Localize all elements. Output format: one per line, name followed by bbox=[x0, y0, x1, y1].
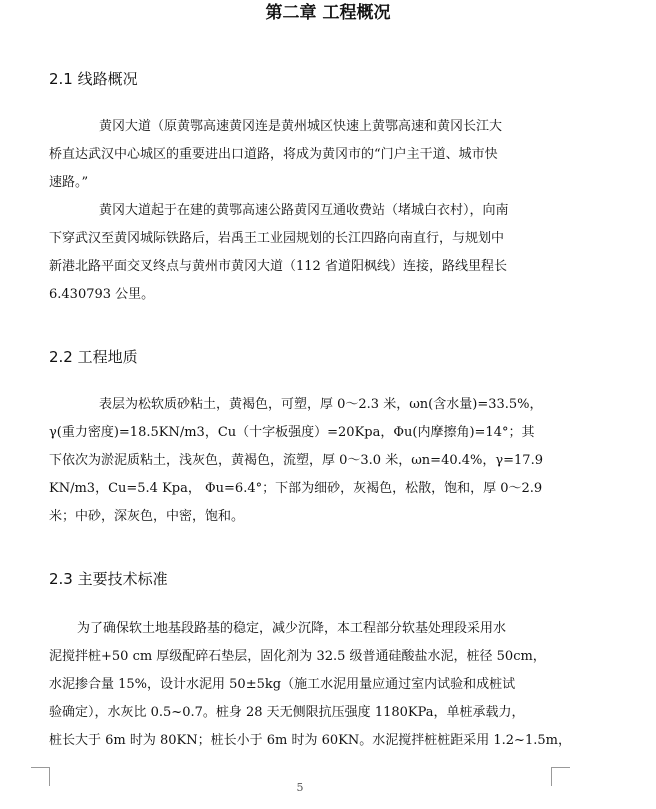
paragraph-line: 米；中砂，深灰色，中密，饱和。 bbox=[49, 509, 245, 524]
paragraph-line: 桥直达武汉中心城区的重要进出口道路，将成为黄冈市的“门户主干道、城市快 bbox=[49, 147, 498, 162]
paragraph-line: KN/m3，Cu=5.4 Kpa， Φu=6.4°；下部为细砂，灰褐色，松散，饱和，厚 0～2.9 bbox=[49, 481, 543, 496]
paragraph-line: 桩长大于 6m 时为 80KN；桩长小于 6m 时为 60KN。水泥搅拌桩桩距采用 1.2~1.5m， bbox=[49, 733, 571, 748]
paragraph-line: 为了确保软土地基段路基的稳定，减少沉降，本工程部分软基处理段采用水 bbox=[77, 621, 507, 636]
paragraph-line: 黄冈大道起于在建的黄鄂高速公路黄冈互通收费站（堵城白衣村），向南 bbox=[99, 203, 509, 218]
paragraph-line: 下穿武汉至黄冈城际铁路后，岩禹王工业园规划的长江四路向南直行，与规划中 bbox=[49, 231, 505, 246]
paragraph-line: 新港北路平面交叉终点与黄州市黄冈大道（112 省道阳枫线）连接，路线里程长 bbox=[49, 259, 507, 274]
paragraph-line: 泥搅拌桩+50 cm 厚级配碎石垫层，固化剂为 32.5 级普通硅酸盐水泥，桩径 50cm， bbox=[49, 649, 546, 664]
paragraph-line: 验确定），水灰比 0.5~0.7。桩身 28 天无侧限抗压强度 1180KPa，单桩承载力， bbox=[49, 705, 525, 720]
section-heading-2-1: 2.1 线路概况 bbox=[49, 70, 138, 88]
section-heading-2-2: 2.2 工程地质 bbox=[49, 348, 138, 366]
paragraph-line: 下依次为淤泥质粘土，浅灰色，黄褐色，流塑，厚 0～3.0 米，ωn=40.4%，γ=17.9 bbox=[49, 453, 543, 468]
paragraph-route-overview-2 bbox=[49, 197, 553, 309]
paragraph-line: γ(重力密度)=18.5KN/m3，Cu（十字板强度）=20Kpa，Φu(内摩擦角)=14°；其 bbox=[49, 425, 535, 440]
paragraph-geology bbox=[49, 391, 553, 531]
page-number: 5 bbox=[296, 781, 304, 794]
chapter-title: 第二章 工程概况 bbox=[265, 3, 391, 23]
paragraph-line: 表层为松软质砂粘土，黄褐色，可塑，厚 0～2.3 米，ωn(含水量)=33.5%， bbox=[99, 397, 543, 412]
paragraph-route-overview-1 bbox=[49, 113, 553, 197]
paragraph-line: 6.430793 公里。 bbox=[49, 287, 155, 302]
paragraph-line: 速路。” bbox=[49, 175, 89, 190]
paragraph-technical-standards bbox=[49, 615, 571, 755]
paragraph-line: 水泥掺合量 15%，设计水泥用 50±5kg（施工水泥用量应通过室内试验和成桩试 bbox=[49, 677, 516, 692]
paragraph-line: 黄冈大道（原黄鄂高速黄冈连是黄州城区快速上黄鄂高速和黄冈长江大 bbox=[99, 119, 503, 134]
section-heading-2-3: 2.3 主要技术标准 bbox=[49, 570, 168, 588]
